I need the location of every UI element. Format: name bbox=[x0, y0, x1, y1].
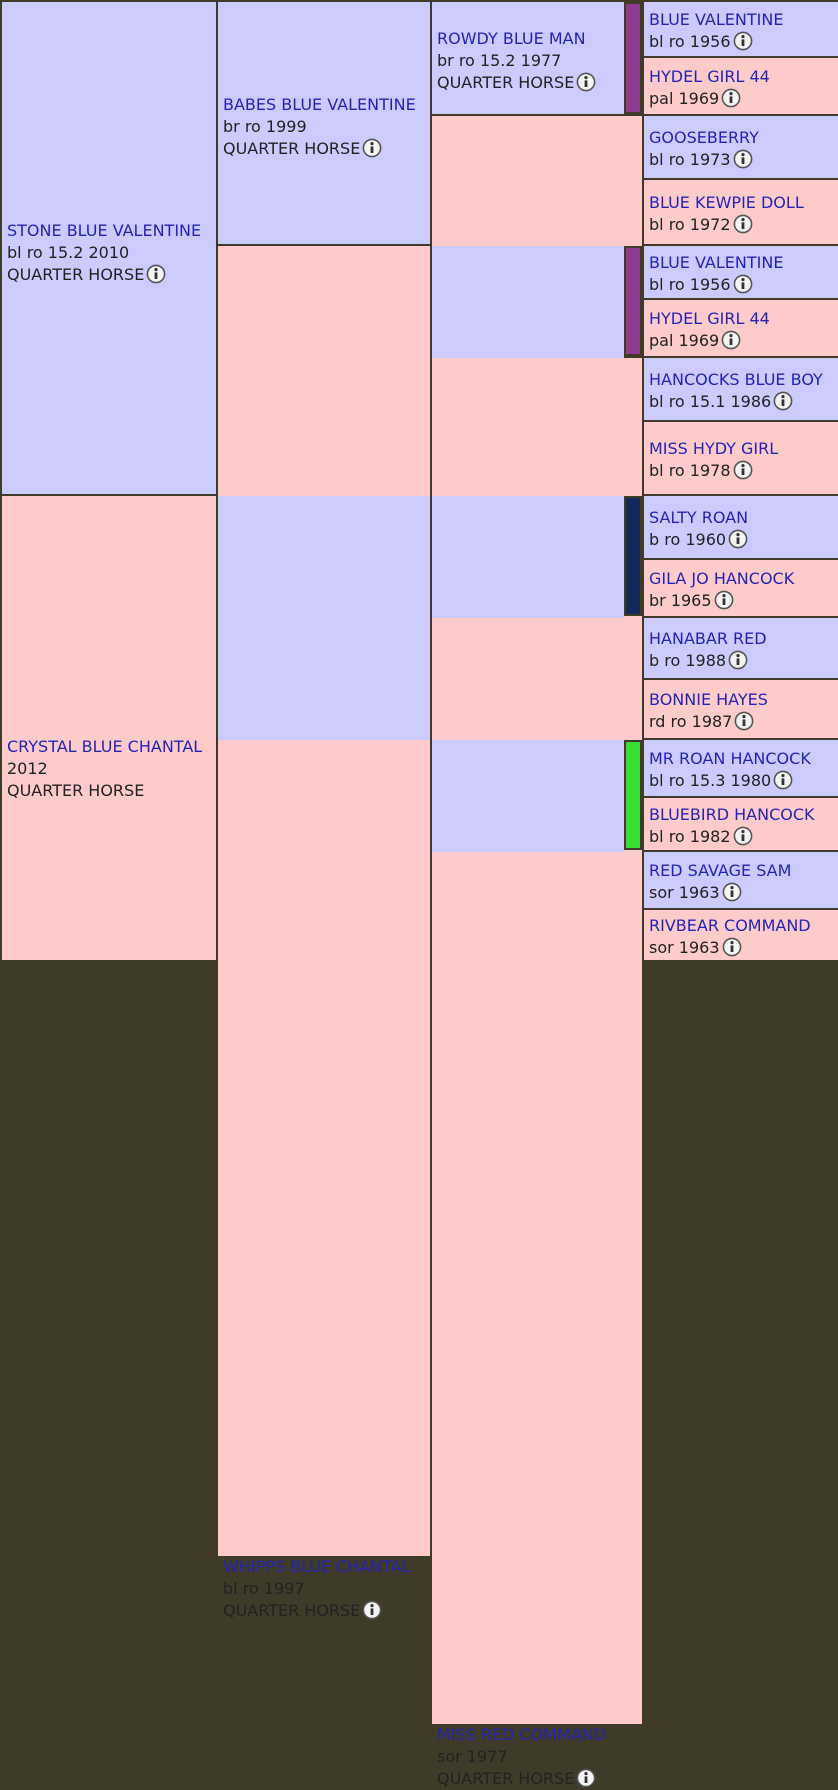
horse-color-year: rd ro 1987 bbox=[649, 712, 733, 731]
info-circle-icon[interactable] bbox=[728, 650, 748, 670]
info-circle-icon[interactable] bbox=[362, 1600, 382, 1620]
horse-details bbox=[649, 214, 838, 236]
horse-details bbox=[649, 882, 838, 904]
pedigree-cell-g4-9 bbox=[644, 496, 838, 558]
info-circle-icon[interactable] bbox=[722, 882, 742, 902]
info-circle-icon[interactable] bbox=[733, 31, 753, 51]
info-circle-icon[interactable] bbox=[146, 264, 166, 284]
info-circle-icon[interactable] bbox=[721, 330, 741, 350]
horse-color-year: bl ro 1973 bbox=[649, 150, 731, 169]
horse-name-link[interactable]: HYDEL GIRL 44 bbox=[649, 309, 770, 328]
horse-name-link[interactable]: MISS RED COMMAND bbox=[437, 1725, 607, 1744]
horse-name-link[interactable]: BLUEBIRD HANCOCK bbox=[649, 805, 815, 824]
info-circle-icon[interactable] bbox=[733, 826, 753, 846]
horse-color-year: bl ro 1978 bbox=[649, 461, 731, 480]
horse-details bbox=[649, 460, 838, 482]
horse-details bbox=[223, 116, 430, 138]
horse-name-link[interactable]: GILA JO HANCOCK bbox=[649, 569, 795, 588]
horse-details bbox=[437, 1746, 642, 1768]
horse-name-link[interactable]: BONNIE HAYES bbox=[649, 690, 768, 709]
horse-color-year: sor 1963 bbox=[649, 883, 720, 902]
horse-name-link[interactable]: GOOSEBERRY bbox=[649, 128, 759, 147]
horse-breed-label: QUARTER HORSE bbox=[223, 1601, 361, 1620]
pedigree-cell-g1-2 bbox=[2, 496, 216, 960]
info-circle-icon[interactable] bbox=[728, 529, 748, 549]
horse-color-year: br ro 1999 bbox=[223, 117, 307, 136]
pedigree-cell-g3-2 bbox=[432, 116, 642, 262]
horse-breed-label: QUARTER HORSE bbox=[223, 139, 361, 158]
horse-details bbox=[649, 826, 838, 848]
pedigree-cell-g4-6 bbox=[644, 300, 838, 356]
info-circle-icon[interactable] bbox=[734, 711, 754, 731]
horse-color-year: sor 1963 bbox=[649, 938, 720, 957]
horse-details bbox=[649, 770, 838, 792]
info-circle-icon[interactable] bbox=[721, 88, 741, 108]
horse-breed-label: QUARTER HORSE bbox=[7, 781, 145, 800]
horse-name-link[interactable]: SALTY ROAN bbox=[649, 508, 749, 527]
horse-details bbox=[437, 50, 624, 72]
pedigree-cell-g4-1 bbox=[644, 2, 838, 56]
pedigree-cell-g4-7 bbox=[644, 358, 838, 420]
horse-color-year: bl ro 1956 bbox=[649, 32, 731, 51]
horse-color-year: bl ro 1997 bbox=[223, 1579, 305, 1598]
info-circle-icon[interactable] bbox=[714, 590, 734, 610]
pedigree-cell-g4-11 bbox=[644, 618, 838, 678]
horse-name-link[interactable]: BABES BLUE VALENTINE bbox=[223, 95, 416, 114]
pedigree-cell-g3-1 bbox=[432, 2, 624, 114]
horse-color-year: 2012 bbox=[7, 759, 48, 778]
horse-details bbox=[223, 1578, 430, 1600]
horse-details bbox=[649, 88, 838, 110]
horse-color-year: br ro 15.2 1977 bbox=[437, 51, 562, 70]
horse-details bbox=[649, 274, 838, 296]
info-circle-icon[interactable] bbox=[773, 391, 793, 411]
horse-name-link[interactable]: RIVBEAR COMMAND bbox=[649, 916, 811, 935]
horse-breed-label: QUARTER HORSE bbox=[7, 265, 145, 284]
pedigree-cell-g4-13 bbox=[644, 740, 838, 796]
pedigree-cell-g3-8 bbox=[432, 852, 642, 1788]
info-circle-icon[interactable] bbox=[576, 72, 596, 92]
horse-details bbox=[7, 758, 216, 780]
horse-details bbox=[649, 590, 838, 612]
horse-name-link[interactable]: BLUE VALENTINE bbox=[649, 10, 784, 29]
duplicate-ancestor-marker bbox=[624, 496, 642, 616]
info-circle-icon[interactable] bbox=[733, 460, 753, 480]
horse-name-link[interactable]: HYDEL GIRL 44 bbox=[649, 67, 770, 86]
info-circle-icon[interactable] bbox=[722, 937, 742, 957]
horse-color-year: bl ro 1982 bbox=[649, 827, 731, 846]
pedigree-cell-g4-3 bbox=[644, 116, 838, 178]
horse-name-link[interactable]: RED SAVAGE SAM bbox=[649, 861, 792, 880]
pedigree-cell-g4-14 bbox=[644, 798, 838, 850]
horse-name-link[interactable]: MR ROAN HANCOCK bbox=[649, 749, 811, 768]
pedigree-cell-g4-12 bbox=[644, 680, 838, 738]
horse-color-year: br 1965 bbox=[649, 591, 712, 610]
info-circle-icon[interactable] bbox=[576, 1768, 596, 1788]
horse-name-link[interactable]: MISS HYDY GIRL bbox=[649, 439, 779, 458]
pedigree-cell-g4-5 bbox=[644, 246, 838, 298]
horse-color-year: b ro 1988 bbox=[649, 651, 727, 670]
pedigree-cell-g4-10 bbox=[644, 560, 838, 616]
horse-color-year: bl ro 15.2 2010 bbox=[7, 243, 130, 262]
horse-breed bbox=[223, 138, 430, 160]
pedigree-cell-g4-4 bbox=[644, 180, 838, 244]
horse-details bbox=[649, 529, 838, 551]
horse-color-year: b ro 1960 bbox=[649, 530, 727, 549]
horse-name-link[interactable]: WHIPPS BLUE CHANTAL bbox=[223, 1557, 411, 1576]
horse-breed bbox=[7, 264, 216, 286]
info-circle-icon[interactable] bbox=[362, 138, 382, 158]
horse-breed-label: QUARTER HORSE bbox=[437, 1769, 575, 1788]
horse-details bbox=[649, 391, 838, 413]
horse-breed bbox=[437, 72, 624, 94]
pedigree-cell-g4-16 bbox=[644, 910, 838, 960]
horse-details bbox=[649, 149, 838, 171]
pedigree-cell-g2-4 bbox=[218, 740, 430, 1620]
horse-color-year: sor 1977 bbox=[437, 1747, 508, 1766]
horse-details bbox=[649, 711, 838, 733]
horse-name-link[interactable]: ROWDY BLUE MAN bbox=[437, 29, 586, 48]
horse-color-year: bl ro 15.3 1980 bbox=[649, 771, 772, 790]
horse-name-link[interactable]: STONE BLUE VALENTINE bbox=[7, 221, 202, 240]
horse-breed-label: QUARTER HORSE bbox=[437, 73, 575, 92]
horse-color-year: bl ro 15.1 1986 bbox=[649, 392, 772, 411]
horse-name-link[interactable]: HANABAR RED bbox=[649, 629, 767, 648]
horse-color-year: bl ro 1956 bbox=[649, 275, 731, 294]
horse-color-year: bl ro 1972 bbox=[649, 215, 731, 234]
horse-name-link[interactable]: CRYSTAL BLUE CHANTAL bbox=[7, 737, 203, 756]
horse-color-year: pal 1969 bbox=[649, 89, 720, 108]
horse-details bbox=[649, 937, 838, 959]
horse-breed bbox=[223, 1600, 430, 1622]
horse-name-link[interactable]: BLUE VALENTINE bbox=[649, 253, 784, 272]
horse-breed bbox=[437, 1768, 642, 1790]
pedigree-cell-g4-2 bbox=[644, 58, 838, 114]
duplicate-ancestor-marker bbox=[624, 740, 642, 850]
horse-breed bbox=[7, 780, 216, 802]
horse-details bbox=[649, 330, 838, 352]
duplicate-ancestor-marker bbox=[624, 2, 642, 114]
info-circle-icon[interactable] bbox=[773, 770, 793, 790]
info-circle-icon[interactable] bbox=[733, 274, 753, 294]
pedigree-cell-g4-8 bbox=[644, 422, 838, 494]
horse-details bbox=[649, 31, 838, 53]
pedigree-cell-g2-1 bbox=[218, 2, 430, 244]
horse-color-year: pal 1969 bbox=[649, 331, 720, 350]
horse-details bbox=[649, 650, 838, 672]
horse-details bbox=[7, 242, 216, 264]
horse-name-link[interactable]: HANCOCKS BLUE BOY bbox=[649, 370, 823, 389]
duplicate-ancestor-marker bbox=[624, 246, 642, 356]
pedigree-cell-g1-1 bbox=[2, 2, 216, 494]
info-circle-icon[interactable] bbox=[733, 214, 753, 234]
horse-name-link[interactable]: BLUE KEWPIE DOLL bbox=[649, 193, 804, 212]
pedigree-cell-g4-15 bbox=[644, 852, 838, 908]
info-circle-icon[interactable] bbox=[733, 149, 753, 169]
